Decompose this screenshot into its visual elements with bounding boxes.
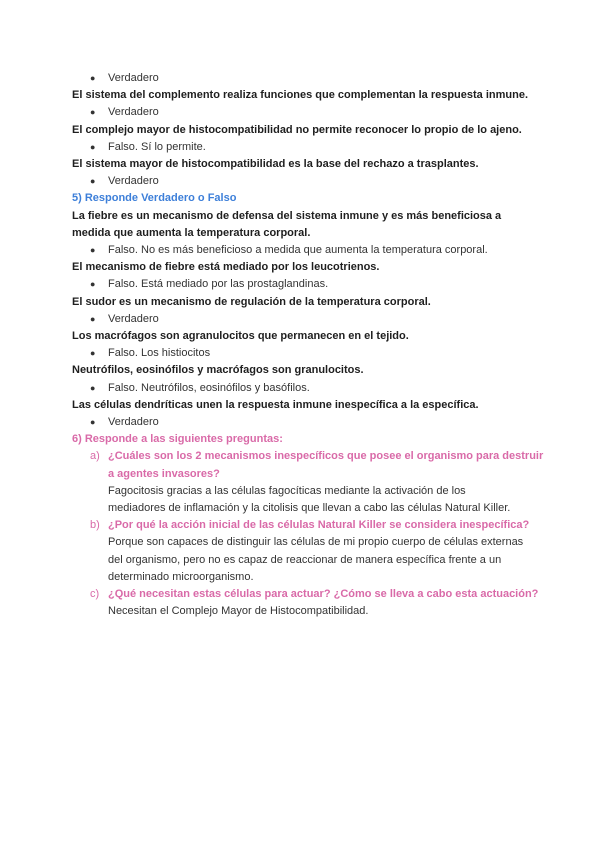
statement: Los macrófagos son agranulocitos que permanecen en el tejido.: [72, 330, 409, 343]
answer-bullet: ● Falso. Está mediado por las prostaglandinas.: [72, 276, 542, 293]
answer-text: mediadores de inflamación y la citolisis que llevan a cabo las células Natural Killer.: [108, 502, 511, 515]
answer-bullet: ● Verdadero: [72, 104, 542, 121]
question-label: b): [90, 519, 100, 532]
bullet-dot: ●: [90, 382, 96, 393]
answer-bullet: ● Verdadero: [72, 173, 542, 190]
question-c: c) ¿Qué necesitan estas células para actuar? ¿Cómo se lleva a cabo esta actuación?: [72, 586, 542, 603]
question-label: a): [90, 450, 100, 463]
answer-text: Porque son capaces de distinguir las células de mi propio cuerpo de células externas: [108, 536, 524, 549]
document-content: [72, 70, 542, 621]
answer-bullet: ● Verdadero: [72, 311, 542, 328]
answer-bullet: ● Falso. Neutrófilos, eosinófilos y basófilos.: [72, 380, 542, 397]
bullet-dot: ●: [90, 417, 96, 428]
statement: medida que aumenta la temperatura corporal.: [72, 226, 311, 239]
statement: Neutrófilos, eosinófilos y macrófagos son granulocitos.: [72, 364, 364, 377]
section-5-heading: 5) Responde Verdadero o Falso: [72, 192, 237, 205]
statement: La fiebre es un mecanismo de defensa del sistema inmune y es más beneficiosa a: [72, 209, 502, 222]
bullet-dot: ●: [90, 176, 96, 187]
bullet-dot: ●: [90, 141, 96, 152]
answer-text: del organismo, pero no es capaz de reaccionar de manera específica frente a un: [108, 553, 502, 566]
answer-bullet: ● Verdadero: [72, 70, 542, 87]
answer-bullet: ● Falso. No es más beneficioso a medida que aumenta la temperatura corporal.: [72, 242, 542, 259]
question-a-cont: a agentes invasores?: [108, 467, 220, 480]
answer-text: Necesitan el Complejo Mayor de Histocompatibilidad.: [108, 605, 369, 618]
bullet-dot: ●: [90, 245, 96, 256]
bullet-dot: ●: [90, 107, 96, 118]
statement: El sistema del complemento realiza funciones que complementan la respuesta inmune.: [72, 89, 529, 102]
answer-text: determinado microorganismo.: [108, 570, 254, 583]
bullet-dot: ●: [90, 73, 96, 83]
answer-text: Fagocitosis gracias a las células fagocíticas mediante la activación de los: [108, 484, 466, 497]
statement: Las células dendríticas unen la respuesta inmune inespecífica a la específica.: [72, 398, 479, 411]
section-6-heading: 6) Responde a las siguientes preguntas:: [72, 433, 283, 446]
bullet-dot: ●: [90, 279, 96, 290]
statement: El complejo mayor de histocompatibilidad no permite reconocer lo propio de lo ajeno.: [72, 123, 522, 136]
answer-bullet: ● Falso. Los histiocitos: [72, 345, 542, 362]
statement: El mecanismo de fiebre está mediado por los leucotrienos.: [72, 261, 380, 274]
bullet-dot: ●: [90, 348, 96, 359]
answer-bullet: ● Falso. Sí lo permite.: [72, 139, 542, 156]
statement: El sudor es un mecanismo de regulación de la temperatura corporal.: [72, 295, 431, 308]
statement: El sistema mayor de histocompatibilidad es la base del rechazo a trasplantes.: [72, 158, 479, 171]
question-b: b) ¿Por qué la acción inicial de las células Natural Killer se considera inespecífica?: [72, 517, 542, 534]
question-a: a) ¿Cuáles son los 2 mecanismos inespecíficos que posee el organismo para destruir: [72, 448, 542, 465]
question-label: c): [90, 588, 100, 601]
bullet-dot: ●: [90, 313, 96, 324]
answer-bullet: ● Verdadero: [72, 414, 542, 431]
